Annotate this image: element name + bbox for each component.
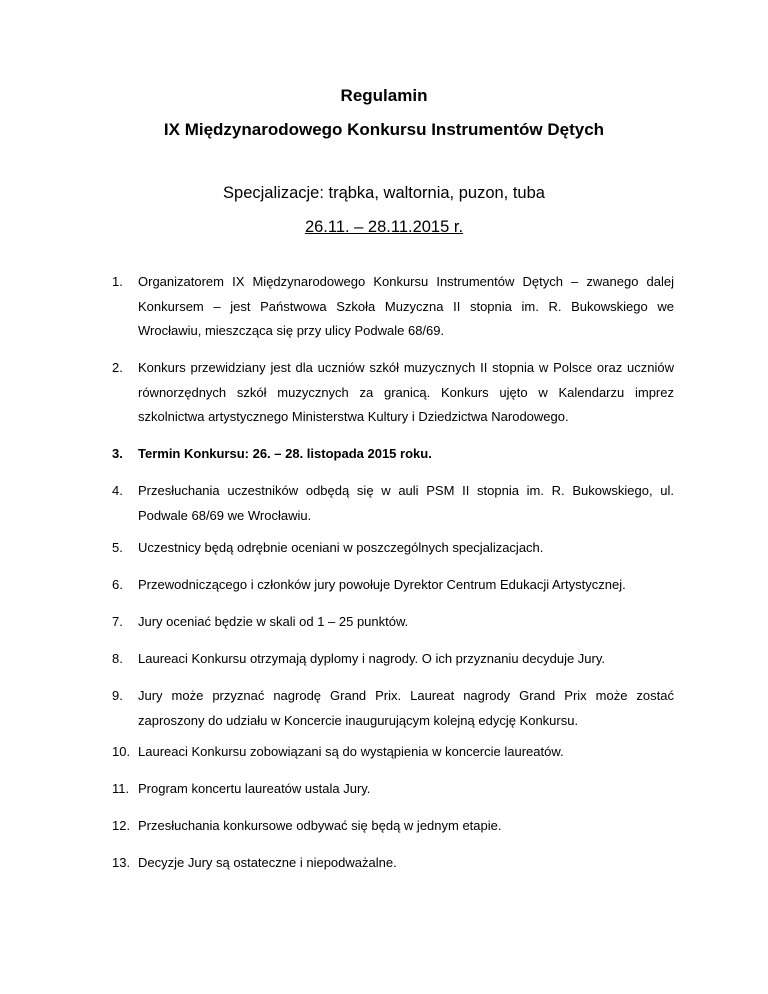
rule-number: 6. — [112, 577, 123, 592]
rule-item-3 — [112, 442, 648, 467]
rule-number: 3. — [112, 446, 123, 461]
rule-text: Przesłuchania uczestników odbędą się w auli PSM II stopnia im. R. Bukowskiego, ul. Podwale 68/69 we Wrocławiu. — [138, 483, 674, 523]
rule-text: Uczestnicy będą odrębnie oceniani w poszczególnych specjalizacjach. — [138, 540, 544, 555]
rule-text: Jury oceniać będzie w skali od 1 – 25 punktów. — [138, 614, 409, 629]
rule-item-10 — [112, 740, 648, 765]
specializations-line: Specjalizacje: trąbka, waltornia, puzon, tuba — [223, 184, 545, 202]
rule-item-12 — [112, 814, 648, 839]
document-title: Regulamin — [340, 86, 428, 105]
rule-number: 13. — [112, 855, 131, 870]
rule-item-6 — [112, 573, 648, 598]
rule-number: 2. — [112, 360, 123, 375]
rule-number: 4. — [112, 483, 123, 498]
rule-text: Konkurs przewidziany jest dla uczniów szkół muzycznych II stopnia w Polsce oraz uczniów równorzędnych szkół muzycznych za granicą. Konkurs ujęto w Kalendarzu imprez szkolnictwa artystycznego Ministerstwa Kultury i Dziedzictwa Narodowego. — [138, 360, 674, 424]
rule-number: 12. — [112, 818, 131, 833]
rule-item-1 — [112, 270, 674, 344]
rule-text: Termin Konkursu: 26. – 28. listopada 2015 roku. — [138, 446, 432, 461]
rule-item-9 — [112, 684, 674, 733]
rule-text: Przewodniczącego i członków jury powołuje Dyrektor Centrum Edukacji Artystycznej. — [138, 577, 626, 592]
rule-item-8 — [112, 647, 648, 672]
rule-text: Jury może przyznać nagrodę Grand Prix. Laureat nagrody Grand Prix może zostać zaproszony do udziału w Koncercie inaugurującym kolejną edycję Konkursu. — [138, 688, 674, 728]
rule-text: Program koncertu laureatów ustala Jury. — [138, 781, 371, 796]
dates-line — [0, 218, 768, 237]
rule-text: Organizatorem IX Międzynarodowego Konkursu Instrumentów Dętych – zwanego dalej Konkursem – jest Państwowa Szkoła Muzyczna II stopnia im. R. Bukowskiego we Wrocławiu, mieszcząca się przy ulicy Podwale 68/69. — [138, 274, 674, 338]
rule-item-11 — [112, 777, 648, 802]
document-subtitle: IX Międzynarodowego Konkursu Instrumentów Dętych — [163, 120, 605, 139]
rule-number: 5. — [112, 540, 123, 555]
rule-number: 11. — [112, 781, 130, 796]
rule-number: 9. — [112, 688, 123, 703]
rule-text: Przesłuchania konkursowe odbywać się będą w jednym etapie. — [138, 818, 502, 833]
rule-text: Laureaci Konkursu zobowiązani są do wystąpienia w koncercie laureatów. — [138, 744, 564, 759]
rule-item-13 — [112, 851, 648, 876]
rule-item-2 — [112, 356, 674, 430]
rule-number: 10. — [112, 744, 131, 759]
rule-item-4 — [112, 479, 674, 528]
rule-number: 8. — [112, 651, 123, 666]
rule-item-5 — [112, 536, 648, 561]
rule-text: Laureaci Konkursu otrzymają dyplomy i nagrody. O ich przyznaniu decyduje Jury. — [138, 651, 606, 666]
rule-item-7 — [112, 610, 648, 635]
rule-text: Decyzje Jury są ostateczne i niepodważalne. — [138, 855, 397, 870]
rule-number: 7. — [112, 614, 123, 629]
dates-text: 26.11. – 28.11.2015 r. — [304, 218, 464, 236]
rule-number: 1. — [112, 274, 123, 289]
